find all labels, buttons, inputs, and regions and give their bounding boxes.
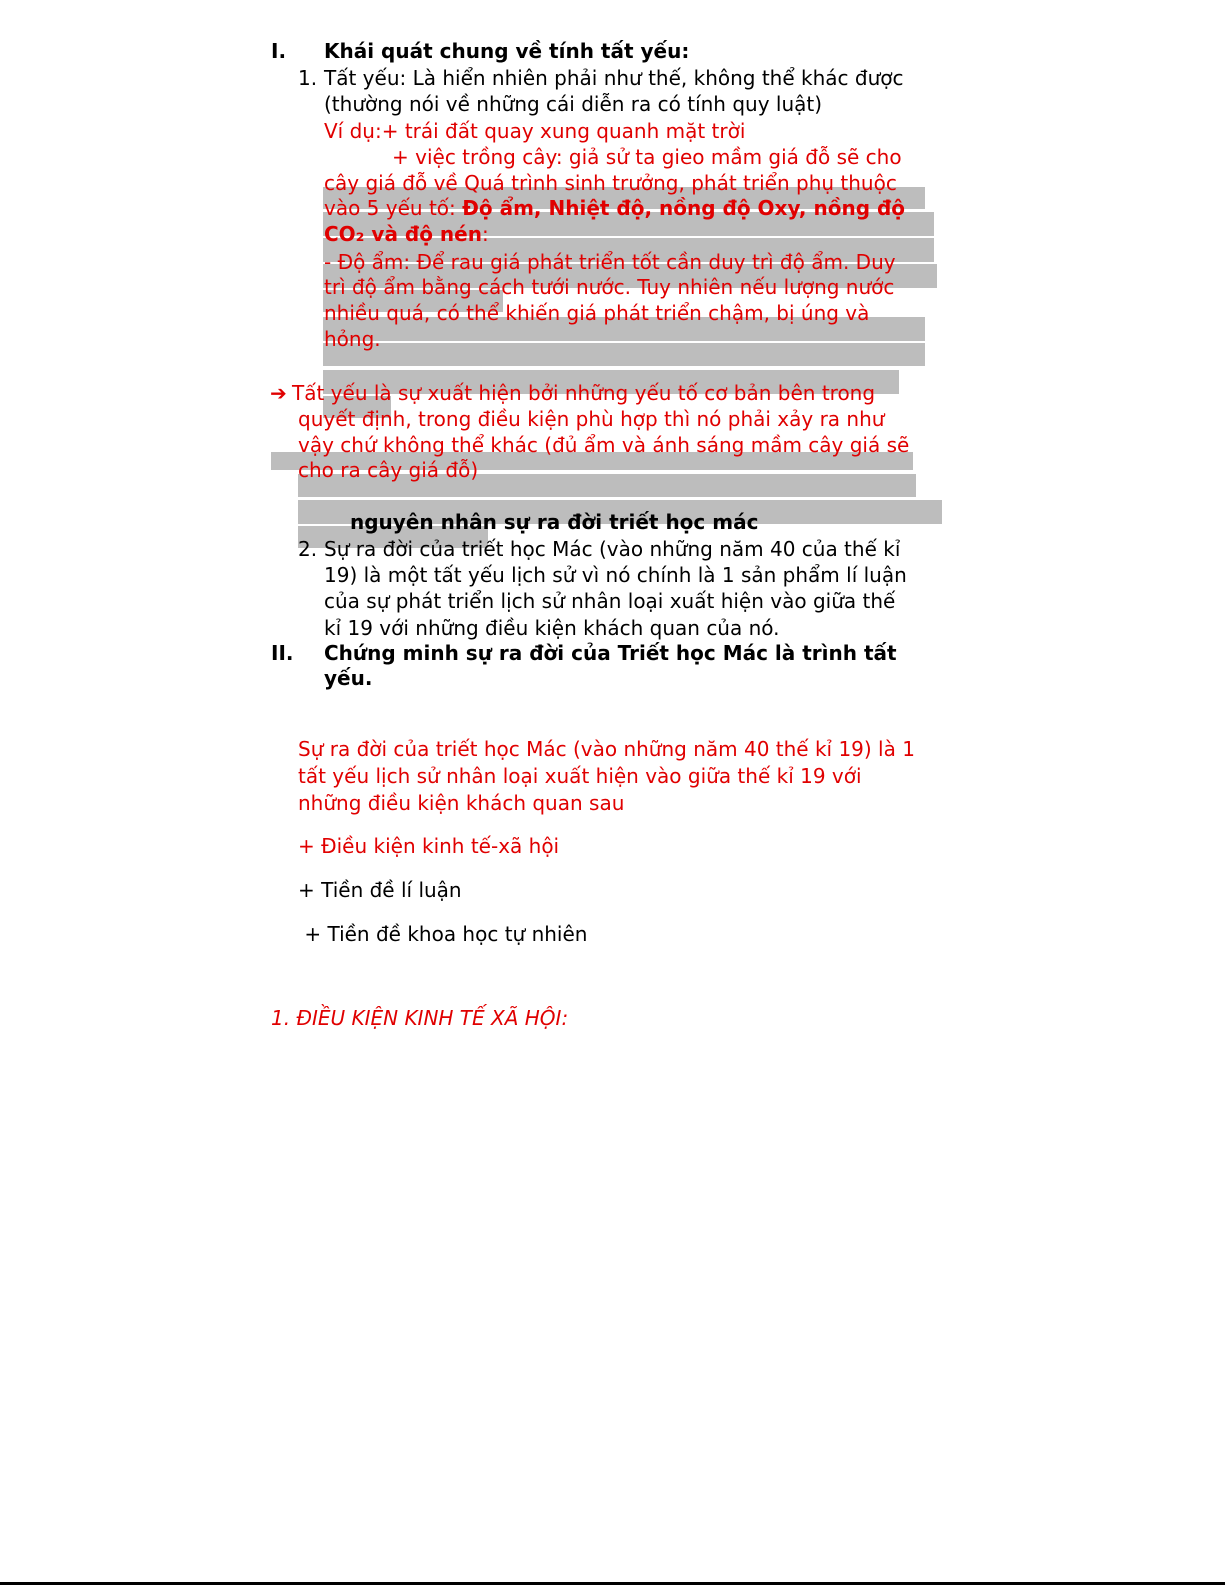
example-line: - Độ ẩm: Để rau giá phát triển tốt cần duy trì độ ẩm. Duy: [324, 250, 896, 274]
condition-theory: + Tiền đề lí luận: [298, 878, 462, 902]
item-1-line: (thường nói về những cái diễn ra có tính quy luật): [324, 92, 823, 116]
item-2-line: 19) là một tất yếu lịch sử vì nó chính là 1 sản phẩm lí luận: [324, 563, 907, 587]
example-line: cây giá đỗ về Quá trình sinh trưởng, phát triển phụ thuộc: [324, 171, 897, 195]
subheading-economic-conditions: 1. ĐIỀU KIỆN KINH TẾ XÃ HỘI:: [271, 1006, 569, 1030]
example-factors-intro: vào 5 yếu tố:: [324, 196, 463, 220]
item-1-line: Tất yếu: Là hiển nhiên phải như thế, không thể khác được: [324, 66, 904, 90]
condition-economic: + Điều kiện kinh tế-xã hội: [298, 834, 560, 858]
example-line: trì độ ẩm bằng cách tưới nước. Tuy nhiên nếu lượng nước: [324, 275, 895, 299]
intro-line: tất yếu lịch sử nhân loại xuất hiện vào giữa thế kỉ 19 với: [298, 764, 862, 788]
example-factors-colon: :: [481, 222, 489, 246]
conclusion-line: vậy chứ không thể khác (đủ ẩm và ánh sáng mầm cây giá sẽ: [298, 433, 910, 457]
item-2-number: 2.: [298, 537, 318, 561]
arrow-icon: ➔: [270, 381, 287, 405]
example-line: Ví dụ:+ trái đất quay xung quanh mặt trời: [324, 119, 746, 143]
section-2-numeral: II.: [271, 641, 294, 665]
cause-heading: nguyên nhân sự ra đời triết học mác: [350, 510, 759, 534]
intro-line: Sự ra đời của triết học Mác (vào những năm 40 thế kỉ 19) là 1: [298, 737, 915, 761]
item-2-line: của sự phát triển lịch sử nhân loại xuất hiện vào giữa thế: [324, 589, 896, 613]
conclusion-line: cho ra cây giá đỗ): [298, 458, 479, 482]
example-line: nhiều quá, có thể khiến giá phát triển chậm, bị úng và: [324, 301, 870, 325]
conclusion-line: quyết định, trong điều kiện phù hợp thì nó phải xảy ra như: [298, 407, 885, 431]
intro-line: những điều kiện khách quan sau: [298, 791, 625, 815]
item-2-line: Sự ra đời của triết học Mác (vào những năm 40 của thế kỉ: [324, 537, 901, 561]
example-line: + việc trồng cây: giả sử ta gieo mầm giá đỗ sẽ cho: [392, 145, 902, 169]
conclusion-line: Tất yếu là sự xuất hiện bởi những yếu tố cơ bản bên trong: [292, 381, 876, 405]
example-line: [324, 221, 489, 247]
example-factors-bold: Độ ẩm, Nhiệt độ, nồng độ Oxy, nồng độ: [462, 196, 906, 220]
example-line: [324, 195, 905, 221]
item-2-line: kỉ 19 với những điều kiện khách quan của nó.: [324, 616, 780, 640]
item-1-number: 1.: [298, 66, 318, 90]
section-1-numeral: I.: [271, 39, 287, 63]
highlight-block: [323, 343, 925, 366]
example-line: hỏng.: [324, 327, 381, 351]
condition-science: + Tiền đề khoa học tự nhiên: [298, 922, 588, 946]
section-2-heading: yếu.: [324, 666, 373, 690]
example-factors-bold: CO₂ và độ nén: [324, 222, 482, 246]
section-2-heading: Chứng minh sự ra đời của Triết học Mác là trình tất: [324, 641, 897, 665]
section-1-heading: Khái quát chung về tính tất yếu:: [324, 39, 690, 63]
